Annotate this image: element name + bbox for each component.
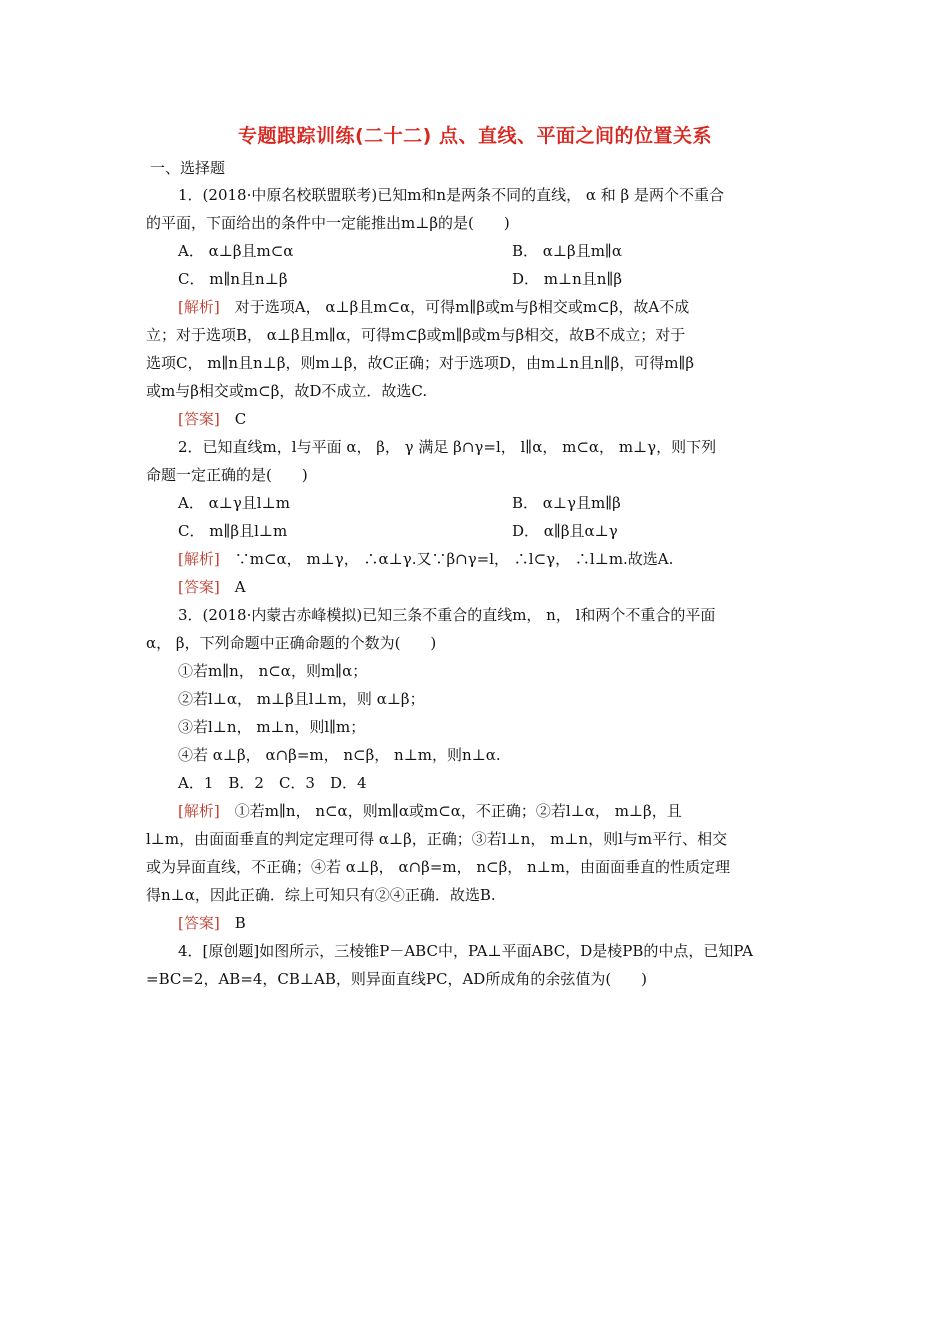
q3-answer-value: B xyxy=(234,914,246,932)
q2-answer-value: A xyxy=(234,578,246,596)
q2-option-b: B． α⊥γ且m∥β xyxy=(512,494,621,512)
q1-answer-value: C xyxy=(234,410,247,428)
analysis-tag: [ 解析 ] xyxy=(178,298,220,316)
q2-analysis-line-1 xyxy=(178,549,673,569)
q1-analysis-line-1 xyxy=(178,297,689,317)
q3-item-1: ①若m∥n， n⊂α，则m∥α； xyxy=(178,662,368,680)
q3-analysis-line-2: l⊥m，由面面垂直的判定定理可得 α⊥β，正确；③若l⊥n， m⊥n，则l与m平行、相交 xyxy=(146,830,728,848)
answer-tag: [ 答案 ] xyxy=(178,410,220,428)
q1-analysis-text: 对于选项A， α⊥β且m⊂α，可得m∥β或m与β相交或m⊂β，故A不成 xyxy=(234,298,690,316)
answer-tag: [ 答案 ] xyxy=(178,914,220,932)
q2-option-c: C． m∥β且l⊥m xyxy=(178,522,288,540)
q1-option-a: A． α⊥β且m⊂α xyxy=(178,242,294,260)
q4-stem-line-1: 4．[原创题]如图所示，三棱锥P－ABC中，PA⊥平面ABC，D是棱PB的中点，已知PA xyxy=(178,942,753,960)
q2-stem-line-1: 2．已知直线m，l与平面 α， β， γ 满足 β∩γ=l， l∥α， m⊂α， m⊥γ，则下列 xyxy=(178,438,717,456)
q4-stem-line-2: =BC=2，AB=4，CB⊥AB，则异面直线PC，AD所成角的余弦值为( ) xyxy=(146,970,648,988)
q1-stem-line-2: 的平面，下面给出的条件中一定能推出m⊥β的是( ) xyxy=(146,214,510,232)
q1-option-d: D． m⊥n且n∥β xyxy=(512,270,623,288)
section-heading: 一、选择题 xyxy=(150,159,226,177)
q3-analysis-line-4: 得n⊥α，因此正确．综上可知只有②④正确．故选B. xyxy=(146,886,496,904)
q3-analysis-line-1 xyxy=(178,801,682,821)
analysis-tag: [ 解析 ] xyxy=(178,550,220,568)
q1-analysis-line-3: 选项C， m∥n且n⊥β，则m⊥β，故C正确；对于选项D，由m⊥n且n∥β，可得m∥β xyxy=(146,354,695,372)
q3-stem-line-2: α， β，下列命题中正确命题的个数为( ) xyxy=(146,634,437,652)
q1-answer-line xyxy=(178,409,246,429)
q3-answer-line xyxy=(178,913,246,933)
q1-option-c: C． m∥n且n⊥β xyxy=(178,270,288,288)
q2-option-d: D． α∥β且α⊥γ xyxy=(512,522,618,540)
q1-analysis-line-4: 或m与β相交或m⊂β，故D不成立．故选C. xyxy=(146,382,428,400)
q2-stem-line-2: 命题一定正确的是( ) xyxy=(146,466,308,484)
q2-analysis-text: ∵m⊂α， m⊥γ， ∴α⊥γ.又∵β∩γ=l， ∴l⊂γ， ∴l⊥m.故选A. xyxy=(234,550,674,568)
page-title: 专题跟踪训练(二十二) 点、直线、平面之间的位置关系 xyxy=(238,125,712,147)
q3-stem-line-1: 3．(2018·内蒙古赤峰模拟)已知三条不重合的直线m， n， l和两个不重合的平面 xyxy=(178,606,716,624)
q1-option-b: B． α⊥β且m∥α xyxy=(512,242,622,260)
q2-option-a: A． α⊥γ且l⊥m xyxy=(178,494,290,512)
q1-analysis-line-2: 立；对于选项B， α⊥β且m∥α，可得m⊂β或m∥β或m与β相交，故B不成立；对于 xyxy=(146,326,686,344)
q1-stem-line-1: 1．(2018·中原名校联盟联考)已知m和n是两条不同的直线， α 和 β 是两个不重合 xyxy=(178,186,724,204)
answer-tag: [ 答案 ] xyxy=(178,578,220,596)
q3-analysis-line-3: 或为异面直线，不正确；④若 α⊥β， α∩β=m， n⊂β， n⊥m，由面面垂直的性质定理 xyxy=(146,858,731,876)
q3-item-2: ②若l⊥α， m⊥β且l⊥m，则 α⊥β； xyxy=(178,690,425,708)
q3-analysis-text: ①若m∥n， n⊂α，则m∥α或m⊂α，不正确；②若l⊥α， m⊥β，且 xyxy=(234,802,682,820)
q3-item-4: ④若 α⊥β， α∩β=m， n⊂β， n⊥m，则n⊥α. xyxy=(178,746,501,764)
q3-options: A．1 B．2 C．3 D．4 xyxy=(178,774,367,792)
analysis-tag: [ 解析 ] xyxy=(178,802,220,820)
q2-answer-line xyxy=(178,577,246,597)
q3-item-3: ③若l⊥n， m⊥n，则l∥m； xyxy=(178,718,366,736)
